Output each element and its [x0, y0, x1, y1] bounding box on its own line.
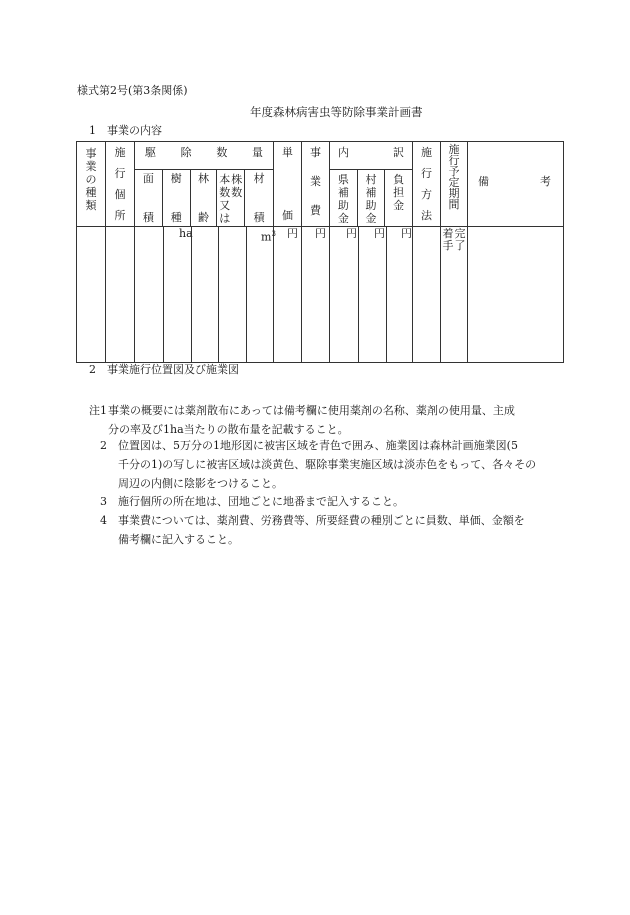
sub-count: 本 数 又 は 株 数	[217, 170, 245, 226]
unit-cubic-m: $m^3$	[261, 230, 276, 244]
unit-ha: ha	[179, 227, 193, 240]
sub-age: 林 齢	[191, 170, 218, 226]
cell-location[interactable]	[106, 227, 135, 363]
header-remarks: 備 考	[468, 142, 564, 227]
group-quantity-label: 駆 除 数 量	[145, 146, 263, 159]
header-business-cost: 事 業 費	[302, 142, 330, 227]
sub-area: 面 積	[135, 170, 163, 226]
section-2-heading: 2 事業施行位置図及び施業図	[89, 363, 239, 376]
note-3: 3 施行個所の所在地は、団地ごとに地番まで記入すること。	[100, 495, 404, 508]
document-title: 年度森林病害虫等防除事業計画書	[250, 105, 423, 119]
cell-quantity[interactable]	[135, 227, 274, 363]
table-header-row	[77, 142, 564, 227]
cell-method[interactable]	[413, 227, 441, 363]
table-data-row	[77, 227, 564, 363]
header-location: 施 行 個 所	[106, 142, 135, 227]
cell-breakdown[interactable]: 円 円 円	[330, 227, 413, 363]
note-2: 2 位置図は、5万分の1地形図に被害区域を青色で囲み、施業図は森林計画施業図(5 千分の1)の写しに被害区域は淡黄色、駆除事業実施区域は淡赤色をもって、各々その 周辺の内側に陰影をつけること。	[100, 439, 537, 490]
sub-volume: 材 積	[253, 172, 265, 224]
sub-village-subsidy: 村 補 助 金	[358, 170, 386, 226]
cell-business-cost[interactable]: 円	[302, 227, 330, 363]
plan-table	[76, 141, 564, 363]
sub-burden: 負 担 金	[393, 173, 405, 212]
sub-pref-subsidy: 県 補 助 金	[330, 170, 358, 226]
header-unit-price: 単 価	[274, 142, 302, 227]
note-1: 注1 事業の概要には薬剤散布にあっては備考欄に使用薬剤の名称、薬剤の使用量、主成 分の率及び1ha当たりの散布量を記載すること。	[89, 404, 515, 436]
header-breakdown-group	[330, 142, 413, 227]
vlabel-business-type: 事 業 の 種 類	[85, 147, 97, 212]
note-4: 4 事業費については、薬剤費、労務費等、所要経費の種別ごとに員数、単価、金額を 備考欄に記入すること。	[100, 514, 525, 546]
cell-period[interactable]: 着 手 完 了	[441, 227, 468, 363]
header-period: 施 行 予 定 期 間	[441, 142, 468, 227]
group-breakdown-label: 内 訳	[338, 146, 404, 159]
section-1-heading: 1 事業の内容	[89, 124, 162, 137]
sub-species: 樹 種	[163, 170, 191, 226]
header-quantity-group	[135, 142, 274, 227]
header-method: 施 行 方 法	[413, 142, 441, 227]
cell-unit-price[interactable]: 円	[274, 227, 302, 363]
form-number-label: 様式第2号(第3条関係)	[77, 84, 188, 97]
cell-business-type[interactable]	[77, 227, 106, 363]
header-business-type	[77, 142, 106, 227]
cell-remarks[interactable]	[468, 227, 564, 363]
